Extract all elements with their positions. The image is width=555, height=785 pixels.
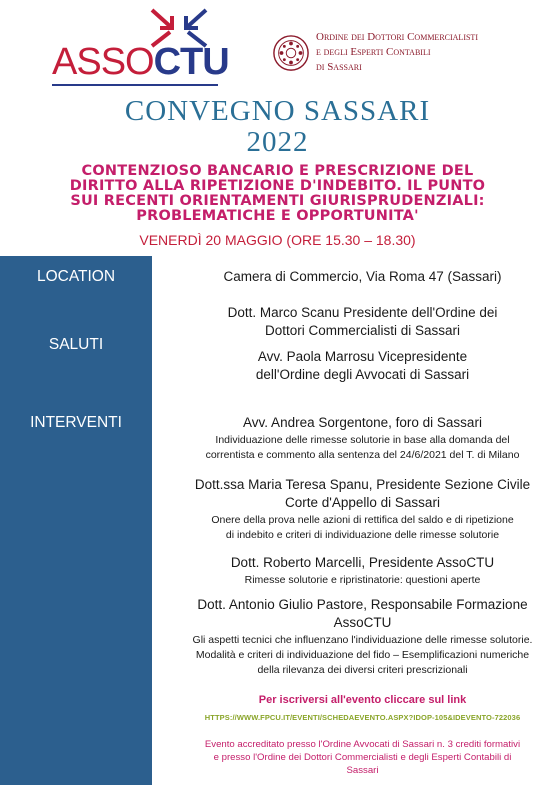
sidebar-label-saluti: SALUTI <box>48 336 104 353</box>
intervento-item: Dott.ssa Maria Teresa Spanu, Presidente Sezione Civile Corte d'Appello di Sassari Onere della prova nelle azioni di rettifica del saldo e di ripetizione di indebito e criteri di individuazione delle rimesse solutorie <box>194 477 531 541</box>
sidebar-label-location: LOCATION <box>36 268 116 285</box>
intervento-item: Dott. Antonio Giulio Pastore, Responsabile Formazione AssoCTU Gli aspetti tecnici che influenzano l'individuazione delle rimesse solutorie. Modalità e criteri di individuazione del fido – Esemplificazioni numeriche della rilevanza dei diversi criteri prescrizionali <box>192 597 533 676</box>
ordine-name: Ordine dei Dottori Commercialisti e degli Esperti Contabili di Sassari <box>316 31 478 73</box>
location-text: Camera di Commercio, Via Roma 47 (Sassari) <box>223 269 502 284</box>
assoctu-logo <box>48 6 229 88</box>
ordine-logo <box>272 30 552 82</box>
saluto-item: Dott. Marco Scanu Presidente dell'Ordine dei Dottori Commercialisti di Sassari <box>227 305 498 338</box>
assoctu-wordmark: ASSOCTU <box>52 41 229 83</box>
sidebar-label-interventi: INTERVENTI <box>30 414 122 431</box>
seal-icon <box>272 34 310 72</box>
sidebar <box>0 256 152 785</box>
registration-prompt: Per iscriversi all'evento cliccare sul link <box>258 694 467 706</box>
assoctu-underline <box>52 84 218 86</box>
intervento-item: Dott. Roberto Marcelli, Presidente AssoCTU Rimesse solutorie e ripristinatorie: questioni aperte <box>230 555 495 586</box>
saluto-item: Avv. Paola Marrosu Vicepresidente dell'Ordine degli Avvocati di Sassari <box>255 349 470 382</box>
event-title: CONVEGNO SASSARI 2022 <box>124 95 431 158</box>
registration-link[interactable]: HTTPS://WWW.FPCU.IT/EVENTI/SCHEDAEVENTO.ASPX?IDOP-105&IDEVENTO-722036 <box>204 713 521 722</box>
intervento-item: Avv. Andrea Sorgentone, foro di Sassari Individuazione delle rimesse solutorie in base alla domanda del correntista e commento alla sentenza del 24/6/2021 del T. di Milano <box>205 415 520 461</box>
event-date: VENERDÌ 20 MAGGIO (ORE 15.30 – 18.30) <box>139 232 416 248</box>
event-subtitle: CONTENZIOSO BANCARIO E PRESCRIZIONE DEL DIRITTO ALLA RIPETIZIONE D'INDEBITO. IL PUNTO SUI RECENTI ORIENTAMENTI GIURISPRUDENZIALI: PROBLEMATICHE E OPPORTUNITA' <box>69 163 486 224</box>
credits-note: Evento accreditato presso l'Ordine Avvocati di Sassari n. 3 crediti formativi e presso l'Ordine dei Dottori Commercialisti e degli Esperti Contabili di Sassari <box>204 739 521 776</box>
